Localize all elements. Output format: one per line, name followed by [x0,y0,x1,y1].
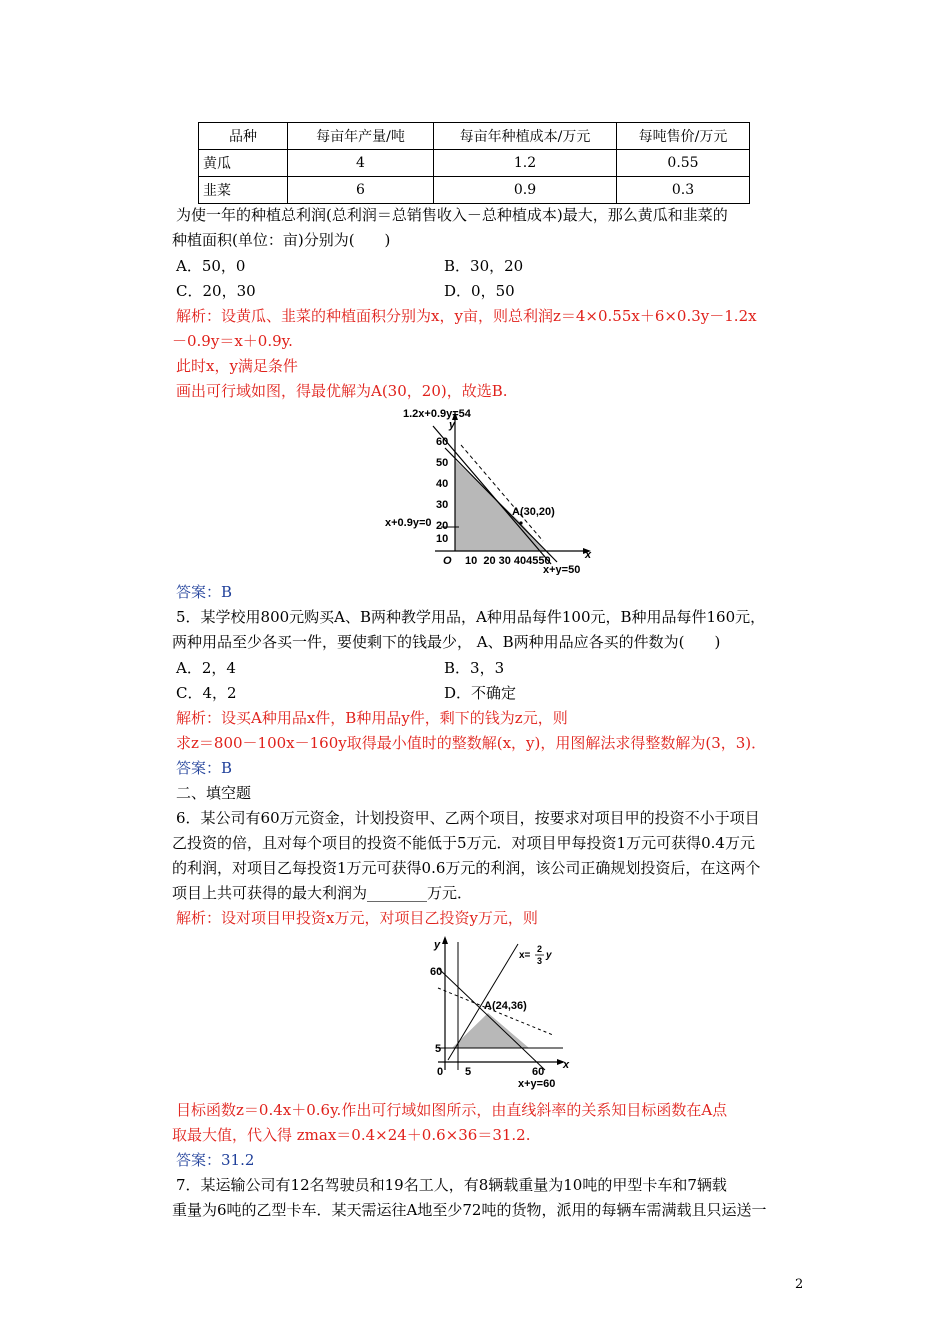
q6-solution-line1: 解析：设对项目甲投资x万元，对项目乙投资y万元，则 [176,909,538,927]
q4-solution-line4: 画出可行域如图，得最优解为A(30，20)，故选B. [176,382,508,400]
y-axis-label: y [434,939,441,951]
fraction-numerator: 2 [537,944,543,954]
q4-option-d: D．0，50 [444,282,515,300]
y-tick-10: 10 [436,533,449,545]
q4-option-a: A．50，0 [176,257,246,275]
y-tick-60: 60 [436,436,449,448]
table-header-cell: 每亩年产量/吨 [288,123,434,150]
q4-stem-line1: 为使一年的种植总利润(总利润＝总销售收入－总种植成本)最大，那么黄瓜和韭菜的 [176,206,728,224]
y-tick-30: 30 [436,499,449,511]
x-ticks-label: 10 20 30 404550 [465,555,551,567]
line-left-label: x+0.9y=0 [385,517,432,529]
q6-stem-line1: 6．某公司有60万元资金，计划投资甲、乙两个项目，按要求对项目甲的投资不小于项目 [176,809,760,827]
q5-answer: 答案：B [176,759,233,777]
q5-stem-line1: 5．某学校用800元购买A、B两种教学用品，A种用品每件100元，B种用品每件160元， [176,608,766,626]
page-number: 2 [795,1277,804,1292]
table-header-cell: 每吨售价/万元 [617,123,750,150]
q4-solution-line3: 此时x，y满足条件 [176,357,298,375]
q6-stem-line2: 乙投资的倍，且对每个项目的投资不能低于5万元．对项目甲每投资1万元可获得0.4万元 [172,834,755,852]
table-header-cell: 每亩年种植成本/万元 [434,123,617,150]
data-table [198,122,750,204]
y-label-60: 60 [430,966,443,978]
q6-solution-line2: 目标函数z＝0.4x＋0.6y.作出可行域如图所示，由直线斜率的关系知目标函数在A点 [176,1101,728,1119]
q6-stem-line4: 项目上共可获得的最大利润为________万元． [172,884,473,902]
q5-option-b: B．3，3 [444,659,505,677]
q4-solution-line2: －0.9y＝x＋0.9y. [172,332,293,350]
table-cell: 6 [288,177,434,204]
solution-text: 设黄瓜、韭菜的种植面积分别为x，y亩，则总利润z＝4×0.55x＋6×0.3y－1.2x [221,307,757,325]
line-diag-label: x+y=60 [518,1078,556,1090]
solution-label: 解析： [176,307,222,325]
table-cell: 1.2 [434,150,617,177]
y-tick-20: 20 [436,520,449,532]
section-heading: 二、填空题 [176,784,252,802]
q5-option-a: A．2，4 [176,659,236,677]
x-axis-label: x [563,1059,570,1071]
y-axis-arrow [442,936,448,944]
feasible-region-figure-1 [385,402,600,575]
y-tick-40: 40 [436,478,449,490]
y-label-5: 5 [435,1043,442,1055]
table-header-cell: 品种 [199,123,288,150]
q5-stem-line2: 两种用品至少各买一件，要使剩下的钱最少， A、B两种用品应各买的件数为( ) [172,633,721,651]
feasible-region-figure-2 [420,930,570,1090]
q5-solution-line2: 求z＝800－100x－160y取得最小值时的整数解(x，y)，用图解法求得整数解为(3，3)． [176,734,767,752]
line-bottom-label: x+y=50 [543,564,581,575]
q7-stem-line2: 重量为6吨的乙型卡车．某天需运往A地至少72吨的货物，派用的每辆车需满载且只运送一 [172,1201,767,1219]
line-x-y-60 [438,968,545,1070]
q6-answer: 答案：31.2 [176,1151,255,1169]
q7-stem-line1: 7．某运输公司有12名驾驶员和19名工人，有8辆载重量为10吨的甲型卡车和7辆载 [176,1176,727,1194]
point-a-label: A(24,36) [484,1000,527,1012]
q5-solution-line1: 解析：设买A种用品x件，B种用品y件，剩下的钱为z元，则 [176,709,568,727]
q5-option-c: C．4，2 [176,684,237,702]
table-cell: 黄瓜 [199,150,288,177]
y-axis-label: y [449,419,456,431]
q6-stem-line3: 的利润，对项目乙每投资1万元可获得0.6万元的利润，该公司正确规划投资后，在这两个 [172,859,761,877]
table-cell: 0.3 [617,177,750,204]
x-axis-label: x [585,549,592,561]
optimal-point [519,521,522,524]
table-cell: 0.55 [617,150,750,177]
fraction-denominator: 3 [537,956,543,966]
x-label-60: 60 [532,1066,545,1078]
table-cell: 韭菜 [199,177,288,204]
q4-stem-line2: 种植面积(单位：亩)分别为( ) [172,231,391,249]
q4-option-c: C．20，30 [176,282,256,300]
table-header-row [199,123,750,150]
origin-label: O [443,555,452,567]
q6-solution-line3: 取最大值，代入得 zmax＝0.4×24＋0.6×36＝31.2. [172,1126,531,1144]
q4-answer: 答案：B [176,583,233,601]
q4-option-b: B．30，20 [444,257,524,275]
q4-solution-line1 [176,306,757,326]
q5-option-d: D．不确定 [444,684,517,702]
y-tick-50: 50 [436,457,449,469]
table-cell: 0.9 [434,177,617,204]
origin-label: 0 [437,1066,444,1078]
table-row [199,150,750,177]
table-cell: 4 [288,150,434,177]
point-a-label: A(30,20) [512,506,555,518]
fraction-variable: y [546,950,552,961]
line-top-label: 1.2x+0.9y=54 [403,408,471,420]
x-label-5: 5 [465,1066,472,1078]
line-steep-label: x= [519,950,531,961]
table-row [199,177,750,204]
